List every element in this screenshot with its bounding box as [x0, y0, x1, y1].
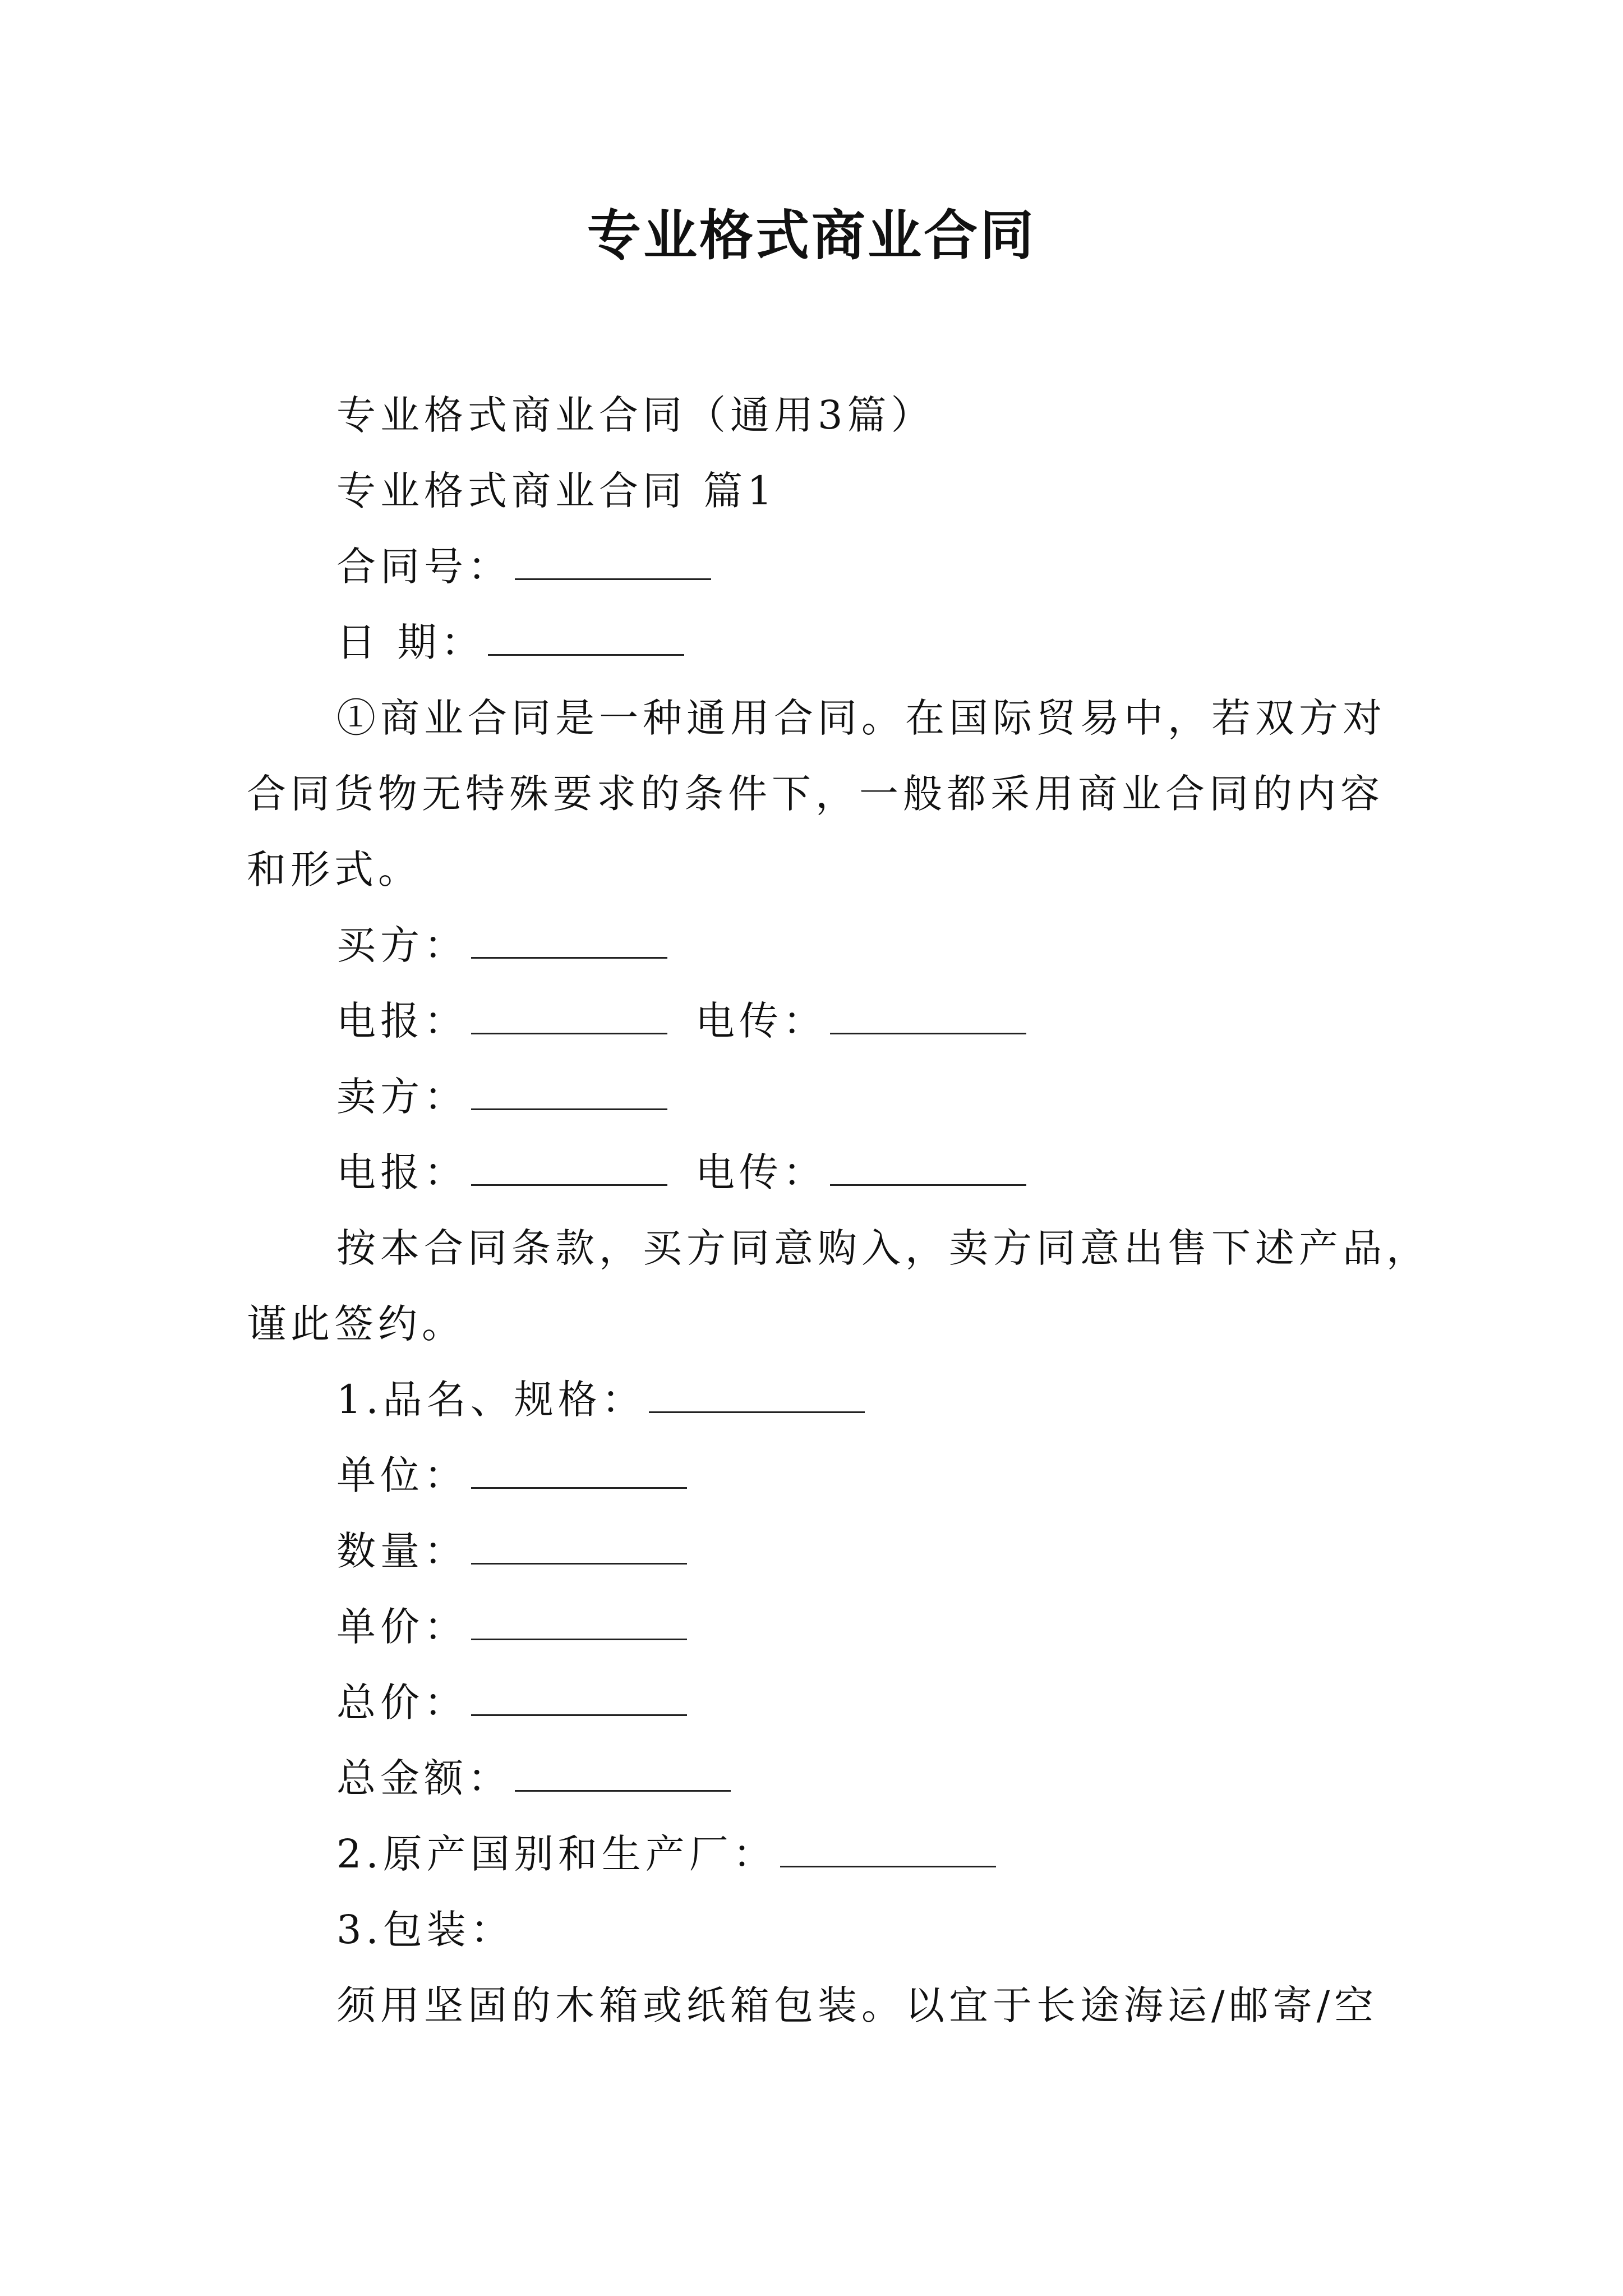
item-2-row — [336, 1829, 996, 1879]
date-row — [336, 617, 684, 668]
total-amount-row — [336, 1753, 731, 1803]
contract-number-label: 合同号： — [336, 544, 511, 590]
item-2-label: 2.原产国别和生产厂： — [336, 1831, 777, 1877]
agreement-paragraph-line-1: 按本合同条款，买方同意购入，卖方同意出售下述产品， — [336, 1225, 1430, 1271]
intro-paragraph-line-2: 合同货物无特殊要求的条件下，一般都采用商业合同的内容 — [247, 771, 1384, 817]
intro-paragraph-line-1: ①商业合同是一种通用合同。在国际贸易中，若双方对 — [336, 695, 1386, 741]
seller-telegram-field[interactable] — [471, 1149, 667, 1186]
seller-fax-label: 电传： — [695, 1149, 827, 1195]
date-label: 日 期： — [336, 619, 485, 665]
item-1-label: 1.品名、规格： — [336, 1377, 645, 1423]
seller-field[interactable] — [471, 1074, 667, 1110]
buyer-fax-field[interactable] — [830, 998, 1026, 1034]
seller-row — [336, 1071, 667, 1122]
buyer-row — [336, 920, 667, 970]
document-heading: 专业格式商业合同（通用3篇） — [336, 392, 935, 438]
total-amount-field[interactable] — [515, 1755, 731, 1792]
unit-price-label: 单价： — [336, 1604, 468, 1650]
packing-paragraph-line-1: 须用坚固的木箱或纸箱包装。以宜于长途海运/邮寄/空 — [336, 1982, 1378, 2028]
item-2-field[interactable] — [780, 1831, 996, 1867]
date-field[interactable] — [488, 619, 684, 656]
buyer-telegram-field[interactable] — [471, 998, 667, 1034]
unit-price-field[interactable] — [471, 1604, 687, 1640]
buyer-label: 买方： — [336, 922, 468, 968]
quantity-row — [336, 1526, 687, 1576]
quantity-field[interactable] — [471, 1528, 687, 1565]
unit-label: 单位： — [336, 1452, 468, 1498]
item-1-row — [336, 1374, 865, 1425]
total-price-row — [336, 1677, 687, 1728]
buyer-fax-label: 电传： — [695, 998, 827, 1044]
seller-contact-row — [336, 1147, 1026, 1198]
seller-telegram-label: 电报： — [336, 1149, 468, 1195]
agreement-paragraph-line-2: 谨此签约。 — [247, 1301, 465, 1347]
unit-row — [336, 1450, 687, 1501]
contract-number-row — [336, 541, 711, 592]
item-1-field[interactable] — [649, 1377, 865, 1413]
quantity-label: 数量： — [336, 1528, 468, 1574]
unit-field[interactable] — [471, 1452, 687, 1489]
seller-label: 卖方： — [336, 1074, 468, 1120]
total-amount-label: 总金额： — [336, 1755, 511, 1801]
buyer-field[interactable] — [471, 922, 667, 959]
intro-paragraph-line-3: 和形式。 — [247, 846, 422, 892]
seller-fax-field[interactable] — [830, 1149, 1026, 1186]
buyer-contact-row — [336, 996, 1026, 1046]
buyer-telegram-label: 电报： — [336, 998, 468, 1044]
section-heading: 专业格式商业合同 篇1 — [336, 468, 777, 514]
item-3-heading: 3.包装： — [336, 1907, 514, 1953]
unit-price-row — [336, 1602, 687, 1652]
total-price-label: 总价： — [336, 1680, 468, 1726]
contract-number-field[interactable] — [515, 544, 711, 580]
total-price-field[interactable] — [471, 1680, 687, 1716]
document-title: 专业格式商业合同 — [587, 204, 1036, 267]
